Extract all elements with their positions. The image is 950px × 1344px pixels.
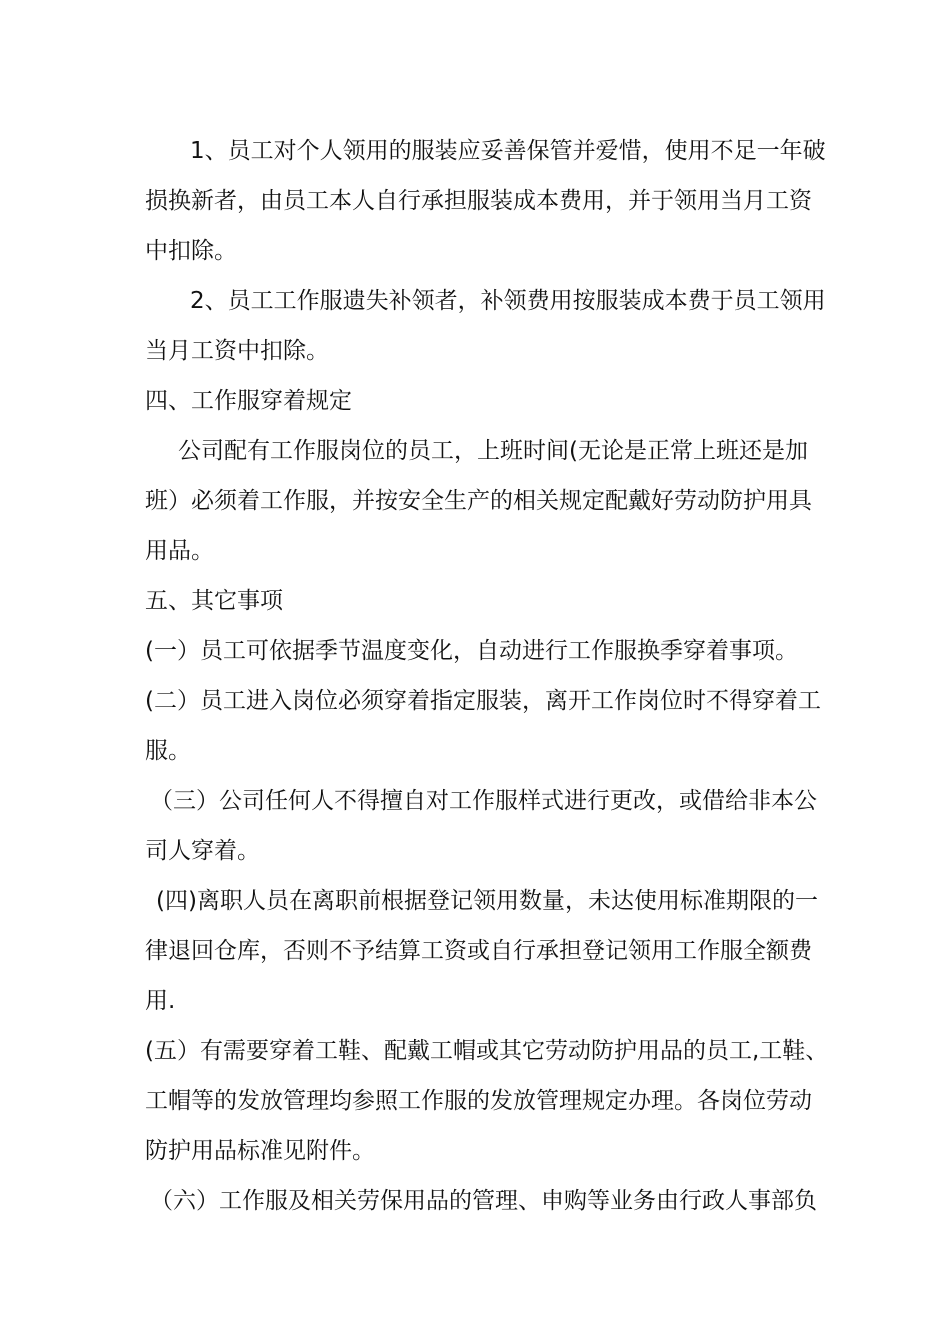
paragraph-line: （六）工作服及相关劳保用品的管理、申购等业务由行政人事部负 — [150, 1188, 817, 1214]
paragraph-line: 律退回仓库，否则不予结算工资或自行承担登记领用工作服全额费 — [145, 938, 812, 964]
paragraph-line: (四)离职人员在离职前根据登记领用数量，未达使用标准期限的一 — [156, 888, 818, 914]
paragraph-line: 用. — [145, 988, 176, 1014]
paragraph-line: (二）员工进入岗位必须穿着指定服装，离开工作岗位时不得穿着工 — [145, 688, 821, 714]
paragraph-line: （三）公司任何人不得擅自对工作服样式进行更改，或借给非本公 — [150, 788, 817, 814]
section-heading: 四、工作服穿着规定 — [145, 388, 352, 414]
paragraph-line: 损换新者，由员工本人自行承担服装成本费用，并于领用当月工资 — [145, 188, 812, 214]
paragraph-line: 公司配有工作服岗位的员工，上班时间(无论是正常上班还是加 — [178, 438, 808, 464]
paragraph-line: (五）有需要穿着工鞋、配戴工帽或其它劳动防护用品的员工,工鞋、 — [145, 1038, 829, 1064]
paragraph-line: 当月工资中扣除。 — [145, 338, 329, 364]
paragraph-line: 班）必须着工作服，并按安全生产的相关规定配戴好劳动防护用具 — [145, 488, 812, 514]
paragraph-line: 服。 — [145, 738, 191, 764]
paragraph-line: 用品。 — [145, 538, 214, 564]
paragraph-line: (一）员工可依据季节温度变化，自动进行工作服换季穿着事项。 — [145, 638, 798, 664]
paragraph-line: 司人穿着。 — [145, 838, 260, 864]
paragraph-line: 工帽等的发放管理均参照工作服的发放管理规定办理。各岗位劳动 — [145, 1088, 812, 1114]
paragraph-line: 防护用品标准见附件。 — [145, 1138, 375, 1164]
paragraph-line: 2、员工工作服遗失补领者，补领费用按服装成本费于员工领用 — [190, 288, 826, 314]
paragraph-line: 中扣除。 — [145, 238, 237, 264]
paragraph-line: 1、员工对个人领用的服装应妥善保管并爱惜，使用不足一年破 — [190, 138, 826, 164]
section-heading: 五、其它事项 — [145, 588, 283, 614]
